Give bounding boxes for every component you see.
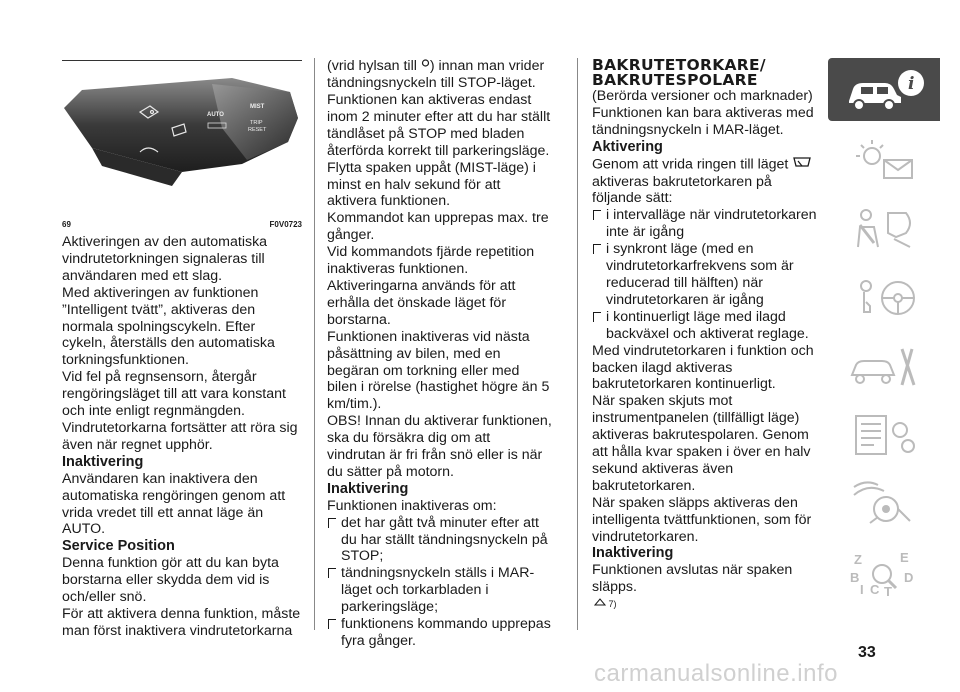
column-1	[62, 234, 302, 640]
safety-icon	[844, 203, 924, 253]
sidebar-item-warning-lights[interactable]	[828, 127, 940, 190]
bullet-marker-icon	[328, 619, 336, 629]
note-reference	[592, 596, 822, 613]
list-item	[327, 616, 552, 650]
car-info-icon	[839, 65, 929, 115]
chapter-sidebar	[828, 58, 940, 610]
section-title-line-1: BAKRUTETORKARE/	[592, 56, 766, 74]
subtitle: (Berörda versioner och marknader)	[592, 88, 813, 104]
index-icon	[844, 548, 924, 598]
list-item-text: funktionens kommando upprepas fyra gånger.	[341, 616, 551, 650]
top-rule-left	[62, 60, 302, 61]
paragraph: Funktionen avslutas när spaken släpps.	[592, 562, 793, 596]
paragraph: Aktiveringen av den automatiska vindrutetorkningen signaleras till användaren med ett slag.	[62, 234, 268, 284]
column-divider-1	[314, 58, 315, 630]
watermark: carmanualsonline.info	[594, 660, 838, 687]
rear-wiper-icon	[792, 156, 812, 174]
sidebar-item-car-info[interactable]	[828, 58, 940, 121]
paragraph: När spaken skjuts mot instrumentpanelen (tillfälligt läge) aktiveras bakrutespolaren. Genom att hålla kvar spaken i över en halv sekund aktiveras även bakrutetorkaren.	[592, 393, 811, 494]
column-3	[592, 58, 822, 613]
wiper-stalk-figure	[62, 68, 302, 216]
heading-inaktivering: Inaktivering	[327, 480, 409, 497]
label-reset: RESET	[248, 127, 267, 133]
paragraph: För att aktivera denna funktion, måste man först inaktivera vindrutetorkarna	[62, 605, 301, 639]
sidebar-item-starting-driving[interactable]	[828, 265, 940, 328]
paragraph: Vid kommandots fjärde repetition inaktiveras funktionen.	[327, 244, 535, 278]
paragraph: Vindrutetorkarna fortsätter att röra sig även när regnet upphör.	[62, 419, 298, 453]
paragraph: När spaken släpps aktiveras den intelligenta tvättfunktionen, som för vindrutetorkaren.	[592, 494, 812, 545]
paragraph: Med aktiveringen av funktionen ”Intelligent tvätt”, aktiveras den normala spolningscykeln. Efter cykeln, återställs den automatiska torkningsfunktionen.	[62, 284, 275, 369]
text-fragment: aktiveras bakrutetorkaren på följande sätt:	[592, 173, 772, 207]
list-item	[592, 309, 822, 343]
heading-inaktivering: Inaktivering	[592, 545, 674, 562]
svg-text:C: C	[870, 581, 880, 597]
list-item-text: i intervalläge när vindrutetorkaren inte är igång	[606, 207, 817, 241]
bullet-marker-icon	[593, 244, 601, 254]
emergency-icon	[844, 341, 924, 391]
svg-text:T: T	[884, 583, 892, 598]
list-item	[592, 207, 822, 241]
position-o-icon	[421, 58, 430, 75]
heading-service-position: Service Position	[62, 538, 175, 555]
figure-caption	[62, 220, 302, 229]
heading-aktivering: Aktivering	[592, 138, 663, 155]
svg-text:B: B	[850, 569, 860, 585]
paragraph: Funktionen kan aktiveras endast inom 2 minuter efter att du har ställt tändlåset på STOP med bladen återförda korrekt till parkeringsläge.	[327, 92, 551, 159]
paragraph: Kommandot kan upprepas max. tre gånger.	[327, 210, 549, 244]
list-item	[327, 565, 552, 616]
text-fragment: ) innan man vrider tändningsnyckeln till STOP-läget.	[327, 58, 545, 92]
list-item-text: i synkront läge (med en vindrutetorkarfrekvens som är reducerad till hälften) när vindrutetorkaren är igång	[606, 241, 794, 308]
list-item-text: det har gått två minuter efter att du har ställt tändningsnyckeln på STOP;	[341, 514, 548, 565]
paragraph	[592, 156, 822, 208]
warning-lights-icon	[844, 134, 924, 184]
column-2	[327, 58, 552, 650]
paragraph: Funktionen inaktiveras om:	[327, 497, 497, 514]
sidebar-item-emergency[interactable]	[828, 334, 940, 397]
svg-text:I: I	[860, 581, 864, 597]
maintenance-icon	[844, 410, 924, 460]
paragraph: Aktiveringarna används för att erhålla det önskade läget för borstarna.	[327, 277, 516, 328]
list-item-text: tändningsnyckeln ställs i MAR-läget och torkarbladen i parkeringsläge;	[341, 565, 535, 616]
svg-text:E: E	[900, 549, 909, 565]
note-hand-icon	[594, 596, 606, 613]
paragraph: Funktionen inaktiveras vid nästa påsättning av bilen, med en begäran om torkning eller med bilen i rörelse (hastighet högre än 5 km/tim.).	[327, 328, 550, 413]
paragraph: Flytta spaken uppåt (MIST-läge) i minst en halv sekund för att aktivera funktionen.	[327, 159, 536, 210]
text-fragment: (vrid hylsan till	[327, 58, 417, 75]
sidebar-item-maintenance[interactable]	[828, 403, 940, 466]
text-fragment: Genom att vrida ringen till läget	[592, 156, 789, 173]
paragraph: Funktionen kan bara aktiveras med tändningsnyckeln i MAR-läget.	[592, 104, 814, 138]
label-mist: MIST	[250, 104, 265, 110]
list-item-text: i kontinuerligt läge med ilagd backväxel och aktiverat reglage.	[606, 308, 809, 342]
svg-text:Z: Z	[854, 551, 862, 567]
paragraph	[327, 58, 552, 92]
figure-number: 69	[62, 220, 71, 229]
starting-driving-icon	[844, 272, 924, 322]
page-number: 33	[858, 644, 876, 661]
svg-text:i: i	[908, 73, 915, 94]
paragraph: Med vindrutetorkaren i funktion och backen ilagd aktiveras bakrutetorkaren kontinuerligt.	[592, 342, 814, 393]
list-item	[327, 515, 552, 566]
note-number: 7)	[608, 599, 617, 610]
svg-text:D: D	[904, 569, 914, 585]
section-title-line-2: BAKRUTESPOLARE	[592, 71, 758, 89]
column-divider-2	[577, 58, 578, 630]
paragraph: OBS! Innan du aktiverar funktionen, ska du försäkra dig om att vindrutan är fri från snö eller is när du sätter på motorn.	[327, 413, 552, 480]
figure-code: F0V0723	[269, 220, 302, 229]
label-auto: AUTO	[207, 112, 224, 118]
paragraph: Vid fel på regnsensorn, återgår rengöringsläget till att vara konstant och inte enligt regnmängden.	[62, 369, 286, 420]
sidebar-item-technical-data[interactable]	[828, 472, 940, 535]
bullet-marker-icon	[328, 568, 336, 578]
sidebar-item-index[interactable]	[828, 541, 940, 604]
paragraph: Denna funktion gör att du kan byta borstarna eller skydda dem vid is och/eller snö.	[62, 555, 279, 606]
list-item	[592, 241, 822, 309]
heading-inaktivering: Inaktivering	[62, 453, 144, 470]
paragraph: Användaren kan inaktivera den automatiska rengöringen genom att vrida vredet till ett annat läge än AUTO.	[62, 470, 286, 538]
technical-data-icon	[844, 479, 924, 529]
bullet-marker-icon	[593, 312, 601, 322]
bullet-marker-icon	[328, 518, 336, 528]
bullet-marker-icon	[593, 210, 601, 220]
sidebar-item-safety[interactable]	[828, 196, 940, 259]
label-trip: TRIP	[250, 120, 263, 126]
